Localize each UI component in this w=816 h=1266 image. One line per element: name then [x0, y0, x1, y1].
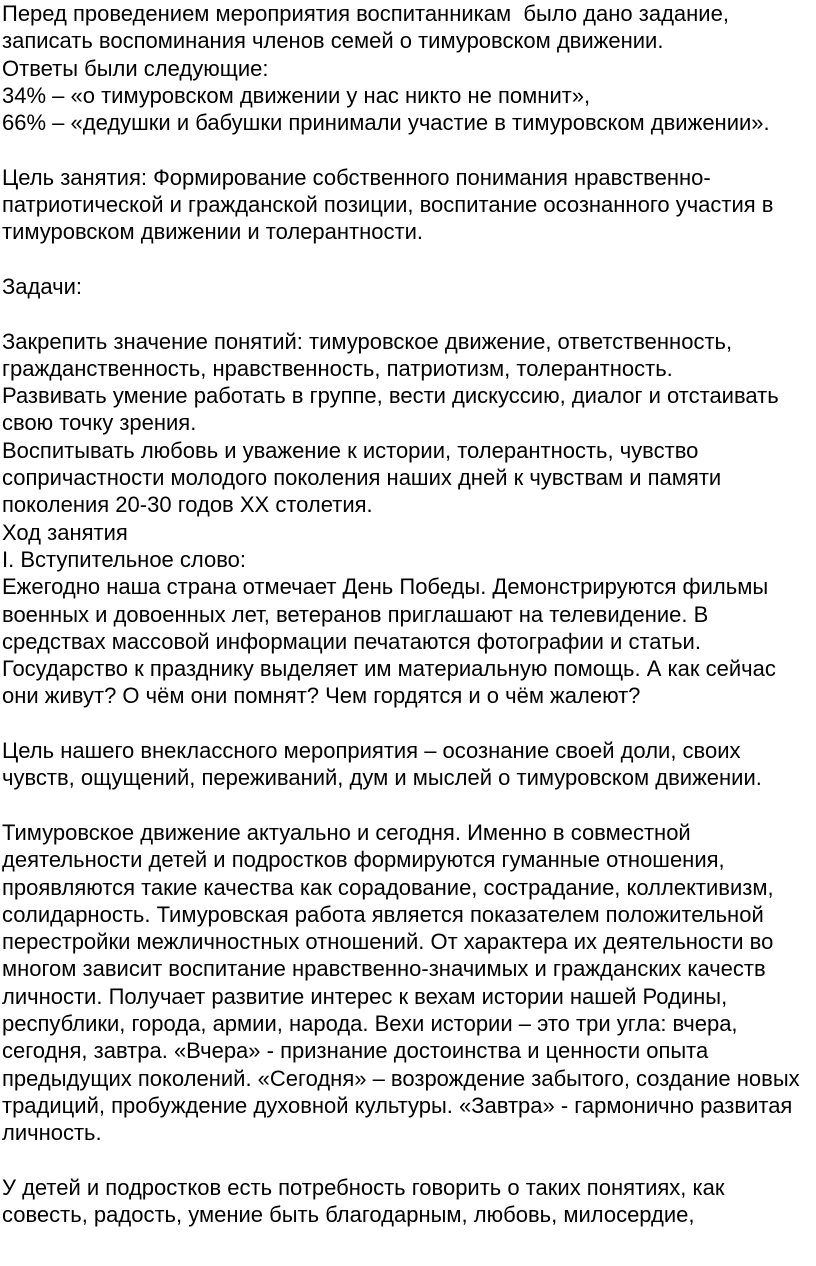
text-line: Воспитывать любовь и уважение к истории, толерантность, чувство	[2, 437, 699, 463]
timur-movement-paragraph	[2, 819, 816, 1147]
text-line: тимуровском движении и толерантности.	[2, 219, 423, 245]
text-line: свою точку зрения.	[2, 410, 197, 436]
text-line: они живут? О чём они помнят? Чем гордятся и о чём жалеют?	[2, 683, 641, 709]
intro-paragraph	[2, 0, 816, 136]
text-line: чувств, ощущений, переживаний, дум и мыслей о тимуровском движении.	[2, 765, 762, 791]
text-line: Государство к празднику выделяет им материальную помощь. А как сейчас	[2, 656, 776, 682]
text-line: Ежегодно наша страна отмечает День Победы. Демонстрируются фильмы	[2, 574, 769, 600]
text-line: многом зависит воспитание нравственно-значимых и гражданских качеств	[2, 956, 766, 982]
blank-line	[2, 136, 816, 163]
text-line: гражданственность, нравственность, патриотизм, толерантность.	[2, 355, 673, 381]
text-line: Цель занятия: Формирование собственного понимания нравственно-	[2, 164, 711, 190]
blank-line	[2, 710, 816, 737]
text-line: перестройки межличностных отношений. От характера их деятельности во	[2, 929, 774, 955]
text-line: Закрепить значение понятий: тимуровское движение, ответственность,	[2, 328, 733, 354]
text-line: сегодня, завтра. «Вчера» - признание достоинства и ценности опыта	[2, 1038, 709, 1064]
tasks-list	[2, 328, 816, 519]
text-line: личности. Получает развитие интерес к вехам истории нашей Родины,	[2, 983, 728, 1009]
text-line: предыдущих поколений. «Сегодня» – возрождение забытого, создание новых	[2, 1065, 800, 1091]
text-line: традиций, пробуждение духовной культуры. «Завтра» - гармонично развитая	[2, 1092, 793, 1118]
intro-word-heading: I. Вступительное слово:	[2, 546, 247, 572]
blank-line	[2, 246, 816, 273]
text-line: проявляются такие качества как сорадование, сострадание, коллективизм,	[2, 874, 774, 900]
progress-heading: Ход занятия	[2, 519, 128, 545]
blank-line	[2, 1146, 816, 1173]
text-line: сопричастности молодого поколения наших дней к чувствам и памяти	[2, 465, 722, 491]
blank-line	[2, 300, 816, 327]
text-line: У детей и подростков есть потребность говорить о таких понятиях, как	[2, 1174, 725, 1200]
text-line: совесть, радость, умение быть благодарным, любовь, милосердие,	[2, 1202, 695, 1228]
text-line: республики, города, армии, народа. Вехи истории – это три угла: вчера,	[2, 1010, 738, 1036]
tasks-heading: Задачи:	[2, 273, 82, 299]
text-line: Перед проведением мероприятия воспитанникам было дано задание,	[2, 1, 729, 26]
text-line: поколения 20-30 годов ХХ столетия.	[2, 492, 373, 518]
text-line: Ответы были следующие:	[2, 55, 269, 81]
intro-word-paragraph	[2, 573, 816, 709]
text-line: записать воспоминания членов семей о тимуровском движении.	[2, 28, 664, 54]
final-paragraph	[2, 1174, 816, 1229]
text-line: солидарность. Тимуровская работа является показателем положительной	[2, 901, 764, 927]
blank-line	[2, 792, 816, 819]
text-line: 34% – «о тимуровском движении у нас никто не помнит»,	[2, 82, 591, 108]
text-line: военных и довоенных лет, ветеранов приглашают на телевидение. В	[2, 601, 709, 627]
event-goal-paragraph	[2, 737, 816, 792]
text-line: Развивать умение работать в группе, вести дискуссию, диалог и отстаивать	[2, 383, 779, 409]
text-line: деятельности детей и подростков формируются гуманные отношения,	[2, 847, 725, 873]
text-line: патриотической и гражданской позиции, воспитание осознанного участия в	[2, 192, 774, 218]
text-line: личность.	[2, 1120, 102, 1146]
text-line: Цель нашего внеклассного мероприятия – осознание своей доли, своих	[2, 738, 741, 764]
goal-paragraph	[2, 164, 816, 246]
text-line: 66% – «дедушки и бабушки принимали участие в тимуровском движении».	[2, 110, 770, 136]
text-line: Тимуровское движение актуально и сегодня. Именно в совместной	[2, 819, 691, 845]
text-line: средствах массовой информации печатаются фотографии и статьи.	[2, 628, 701, 654]
